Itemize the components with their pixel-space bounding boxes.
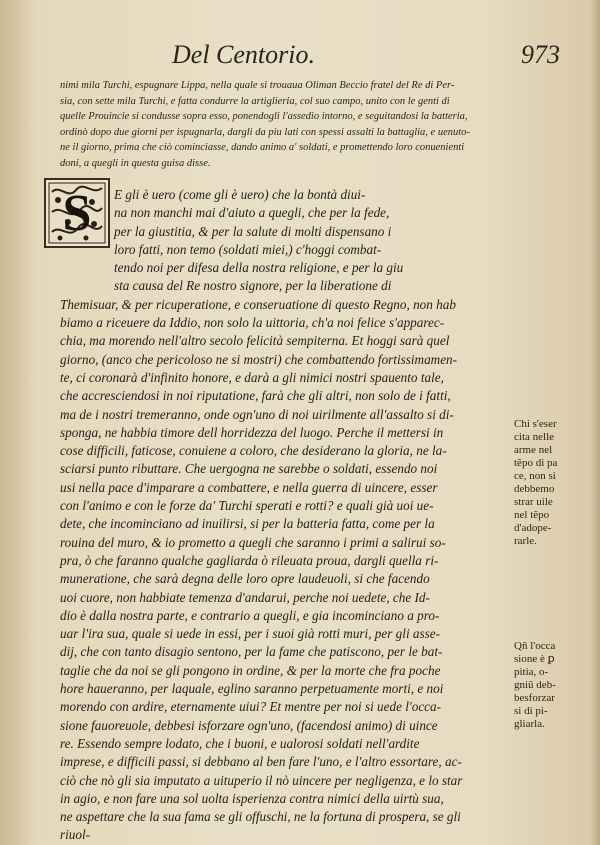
text-line: hore haueranno, per laquale, eglino saranno perpetuamente morti, e noi (60, 681, 444, 697)
intro-line: sia, con sette mila Turchi, e fatta condurre la artiglieria, col suo campo, unito con le genti di (60, 95, 450, 107)
text-line: ne aspettare che la sua fama se gli offuschi, ne la fortuna di prospera, se gli (60, 809, 461, 825)
dropcap-letter: S (62, 184, 92, 242)
text-line: con l'animo e con le forze da' Turchi sperati e rotti? e quali già uoi ue- (60, 498, 434, 514)
text-line: giorno, (anco che pericoloso ne si mostri) che combattendo fortissimamen- (60, 351, 458, 367)
margin-note-line: arme nel (514, 444, 553, 456)
text-line: biamo a riceuere da Iddio, non solo la uittoria, ch'a noi felice s'apparec- (60, 315, 445, 331)
text-line: dete, che incominciano ad inuilirsi, si per la batteria fatta, come per la (60, 516, 435, 532)
margin-note-line: rarle. (514, 535, 537, 547)
text-line: cose difficili, faticose, conuiene a coloro, che desiderano la gloria, ne la- (60, 443, 447, 459)
intro-line: doni, a quegli in questa guisa disse. (60, 157, 211, 169)
text-line: dij, che con tanto disagio sentono, per la fame che patiscono, per le bat- (60, 644, 443, 660)
margin-note-line: ce, non si (514, 470, 556, 482)
page-header (60, 40, 560, 80)
text-line: E gli è uero (come gli è uero) che la bontà diui- (114, 187, 366, 202)
intro-line: nimi mila Turchi, espugnare Lippa, nella quale si trouaua Oliman Beccio fratel del Re di Per- (60, 80, 455, 91)
intro-paragraph (60, 78, 512, 171)
margin-note-line: si di pi- (514, 705, 548, 717)
margin-note-line: tẽpo di pa (514, 457, 558, 469)
margin-note-line: strar uile (514, 496, 553, 508)
text-line: che accresciendosi in noi riputatione, farà che gli altri, non solo de i fatti, (60, 388, 451, 404)
speech-paragraph (60, 186, 512, 845)
page-edge-shadow (590, 0, 600, 845)
page-number: 973 (521, 40, 560, 69)
text-line: sciarsi punto ributtare. Che uergogna ne sarebbe o soldati, essendo noi (60, 461, 438, 477)
margin-note-line: gniũ deb- (514, 679, 556, 691)
text-line: in agio, e non fare una sol uolta isperienza contra nimici della uirtù sua, (60, 790, 444, 806)
text-line: sta causa del Re nostro signore, per la liberatione di (114, 278, 392, 294)
margin-note-line: Qñ l'occa (514, 640, 556, 652)
text-line: na non manchi mai d'aiuto a quegli, che per la fede, (114, 205, 390, 221)
margin-note-line: Chi s'eser (514, 418, 557, 430)
text-line: tendo noi per difesa della nostra religione, e per la giu (114, 260, 404, 276)
margin-note (514, 418, 594, 548)
margin-note-line: sione è ꝑ (514, 653, 555, 665)
margin-note-line: nel tẽpo (514, 509, 550, 521)
intro-line: quelle Prouincie si condusse sopra esso, ponendogli l'assedio intorno, e seguitandosi la batteria, (60, 111, 468, 122)
margin-note (514, 640, 594, 731)
text-line: uar l'ira sua, quale si uede in essi, per i suoi già rotti muri, per gli asse- (60, 626, 441, 642)
text-line: morendo con ardire, eternamente uiui? Et mentre per noi si uede l'occa- (60, 699, 442, 715)
text-line: sponga, ne habbia timore dell horridezza del luogo. Perche il mettersi in (60, 424, 444, 440)
margin-note-line: d'adope- (514, 522, 552, 534)
text-line: riuol- (60, 827, 91, 843)
text-line: pra, ò che faranno qualche gagliarda ò rileuata proua, dargli quella ri- (60, 552, 439, 568)
intro-line: ne il giorno, prima che ciò cominciasse, dando animo a' soldati, e promettendo loro conuenienti (60, 142, 465, 153)
text-line: chia, ma morendo nell'altro secolo felicità sempiterna. Et hoggi sarà quel (60, 333, 450, 349)
text-line: dio è dalla nostra parte, e contrario a quegli, e gia incominciano a pro- (60, 607, 440, 623)
text-line: rouina del muro, & io prometto a quegli che saranno i primi a salirui so- (60, 534, 446, 550)
margin-note-line: cita nelle (514, 431, 555, 443)
text-line: sione fauoreuole, debbesi isforzare ogn'uno, (facendosi animo) di uince (60, 717, 438, 733)
text-line: Themisuar, & per ricuperatione, e conseruatione di questo Regno, non hab (60, 296, 456, 312)
text-line: per la giustitia, & per la salute di molti dispensano i (114, 223, 392, 239)
text-line: uoi cuore, non habbiate temenza d'andarui, perche noi uedete, che Id- (60, 589, 430, 605)
text-line: muneratione, che sarà degna delle loro opre laudeuoli, si che facendo (60, 571, 430, 587)
text-line: re. Essendo sempre lodato, che i buoni, e ualorosi soldati nell'ardite (60, 735, 420, 751)
text-line: taglie che da noi se gli pongono in ordine, & per la morte che fra poche (60, 662, 441, 678)
margin-note-line: besforzar (514, 692, 555, 704)
text-line: loro fatti, non temo (soldati miei,) c'hoggi combat- (114, 241, 382, 257)
text-line: te, ci coronarà d'infinito honore, e darà a gli nimici nostri spauento tale, (60, 369, 444, 385)
text-line: ciò che nò gli sia imputato a uituperio il nò uincere per negligenza, e lo star (60, 772, 463, 788)
intro-line: ordinò dopo due giorni per ispugnarla, dargli da piu lati con spessi assalti la battaglia, e uenuto- (60, 126, 470, 138)
running-title: Del Centorio. (172, 40, 315, 69)
margin-note-line: gliarla. (514, 718, 545, 730)
margin-note-line: pitia, o- (514, 666, 549, 678)
margin-note-line: debbemo (514, 483, 555, 495)
text-line: usi nella pace d'imparare a combattere, e nella guerra di uincere, esser (60, 479, 438, 495)
text-line: ma de i nostri tremeranno, onde ogn'uno di noi uirilmente all'assalto si di- (60, 406, 454, 422)
text-line: imprese, e difficili passi, si debbano al ben fare l'uno, e l'altro essortare, ac- (60, 754, 462, 770)
